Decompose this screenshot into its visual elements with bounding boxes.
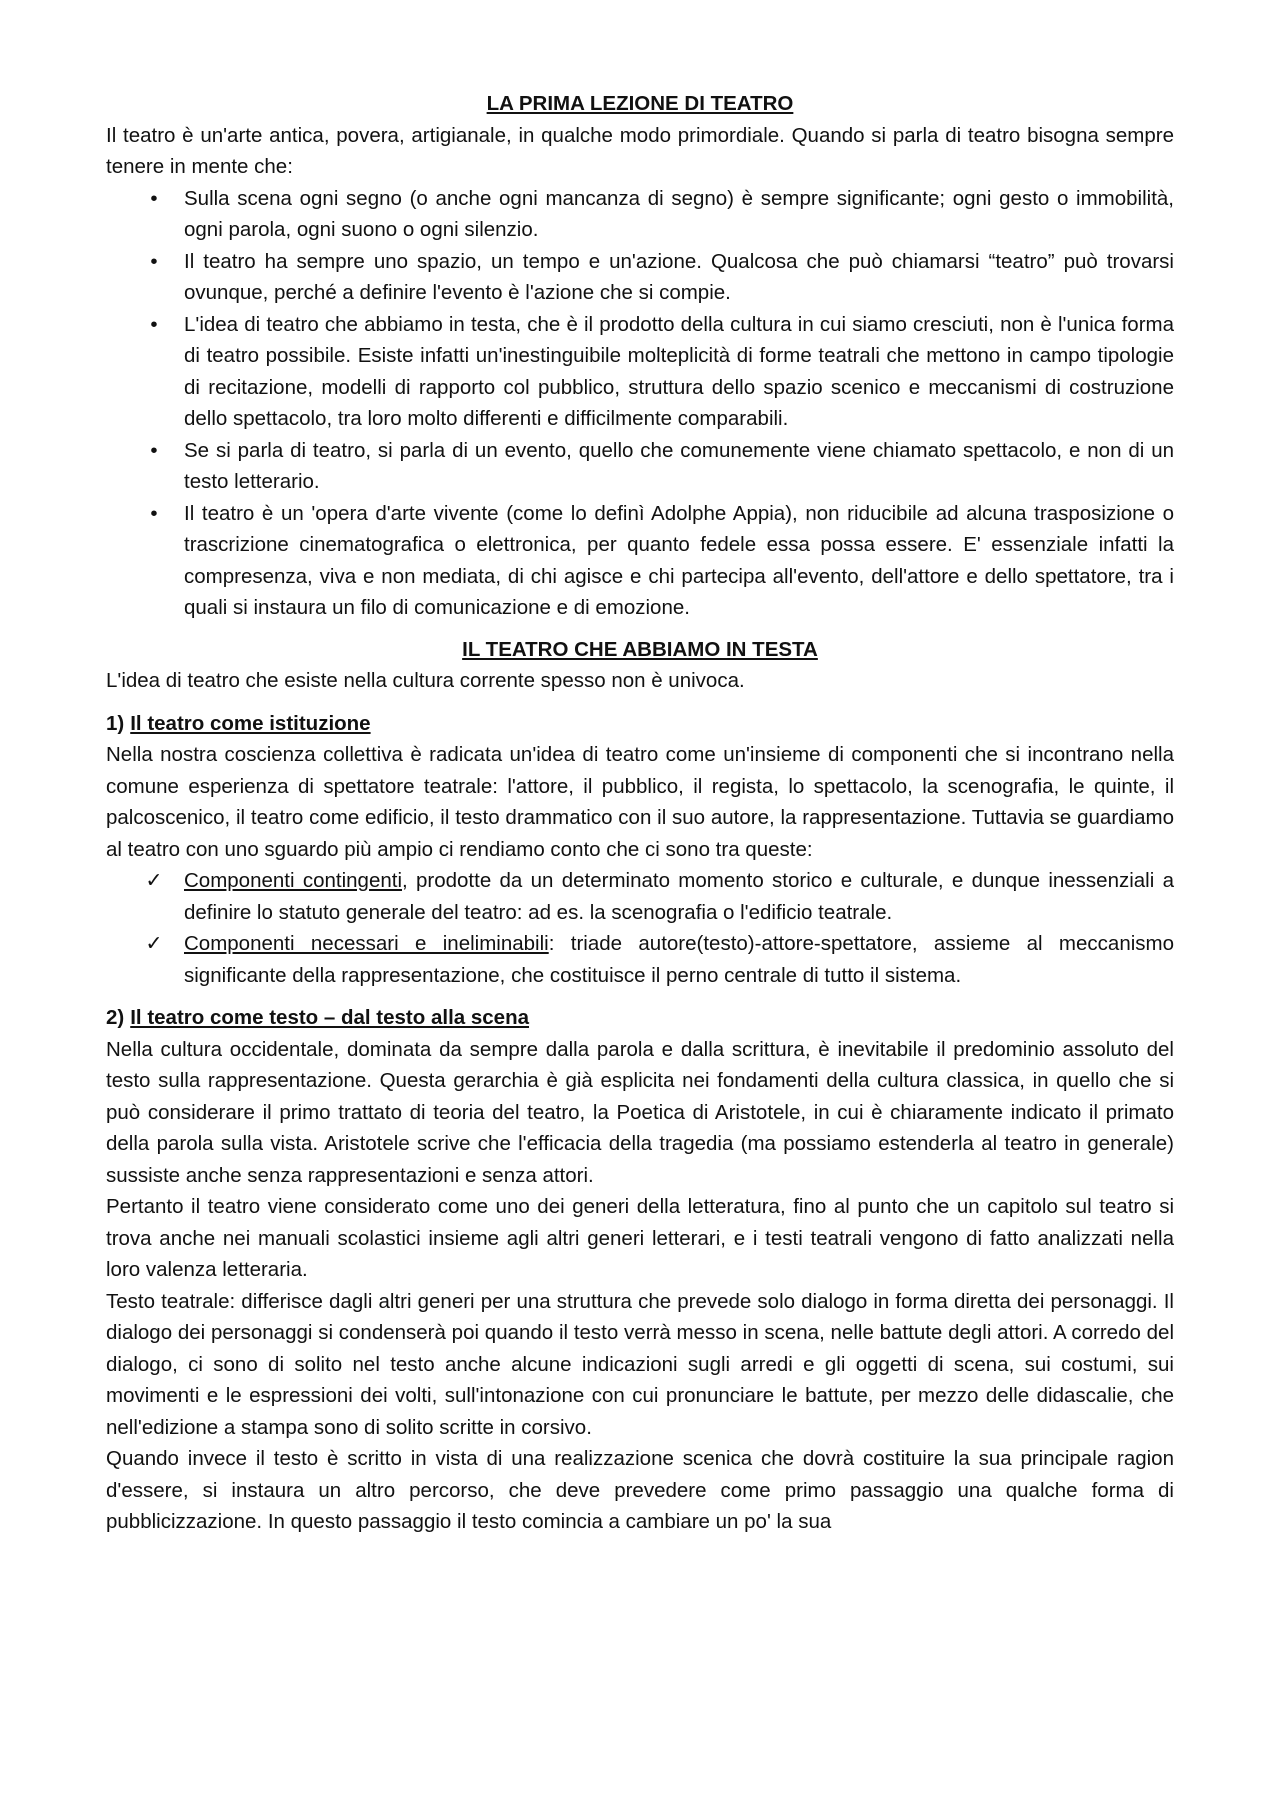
- list-item: • Il teatro ha sempre uno spazio, un tempo e un'azione. Qualcosa che può chiamarsi “teatro” può trovarsi ovunque, perché a definire l'evento è l'azione che si compie.: [106, 246, 1174, 309]
- list-item: ✓ Componenti necessari e ineliminabili: triade autore(testo)-attore-spettatore, assieme al meccanismo significante della rappresentazione, che costituisce il perno centrale di tutto il sistema.: [106, 928, 1174, 991]
- list-item: ✓ Componenti contingenti, prodotte da un determinato momento storico e culturale, e dunque inessenziali a definire lo statuto generale del teatro: ad es. la scenografia o l'edificio teatrale.: [106, 865, 1174, 928]
- paragraph: L'idea di teatro che esiste nella cultura corrente spesso non è univoca.: [106, 669, 745, 692]
- bullet-list-principles: [106, 183, 1174, 624]
- paragraph: Nella nostra coscienza collettiva è radicata un'idea di teatro come un'insieme di componenti che si incontrano nella comune esperienza di spettatore teatrale: l'attore, il pubblico, il regista, lo spettacolo, la scenografia, le quinte, il palcoscenico, il teatro come edificio, il testo drammatico con il suo autore, la rappresentazione. Tuttavia se guardiamo al teatro con uno sguardo più ampio ci rendiamo conto che ci sono tra queste:: [106, 743, 1174, 861]
- section-title-teatro-in-testa: IL TEATRO CHE ABBIAMO IN TESTA: [462, 637, 818, 661]
- list-item: • Il teatro è un 'opera d'arte vivente (come lo definì Adolphe Appia), non riducibile ad alcuna trasposizione o trascrizione cinematografica o elettronica, per quanto fedele essa possa essere. E' essenziale infatti la compresenza, viva e non mediata, di chi agisce e chi partecipa all'evento, dell'attore e dello spettatore, tra i quali si instaura un filo di comunicazione e di emozione.: [106, 498, 1174, 624]
- paragraph: Testo teatrale: differisce dagli altri generi per una struttura che prevede solo dialogo in forma diretta dei personaggi. Il dialogo dei personaggi si condenserà poi quando il testo verrà messo in scena, nelle battute degli attori. A corredo del dialogo, ci sono di solito nel testo anche alcune indicazioni sugli arredi e gli oggetti di scena, sui costumi, sui movimenti e le espressioni dei volti, sull'intonazione con cui pronunciare le battute, per mezzo delle didascalie, che nell'edizione a stampa sono di solito scritte in corsivo.: [106, 1289, 1174, 1439]
- intro-paragraph: Il teatro è un'arte antica, povera, artigianale, in qualche modo primordiale. Quando si parla di teatro bisogna sempre tenere in mente che:: [106, 123, 1174, 178]
- checkmark-icon: ✓: [145, 932, 163, 955]
- bullet-icon: •: [150, 249, 158, 273]
- bullet-icon: •: [150, 438, 158, 462]
- list-item: • L'idea di teatro che abbiamo in testa, che è il prodotto della cultura in cui siamo cresciuti, non è l'unica forma di teatro possibile. Esiste infatti un'inestinguibile molteplicità di forme teatrali che mettono in campo tipologie di recitazione, modelli di rapporto col pubblico, struttura dello spazio scenico e meccanismi di costruzione dello spettacolo, tra loro molto differenti e difficilmente comparabili.: [106, 309, 1174, 435]
- paragraph: Nella cultura occidentale, dominata da sempre dalla parola e dalla scrittura, è inevitabile il predominio assoluto del testo sulla rappresentazione. Questa gerarchia è già esplicita nei fondamenti della cultura classica, in quello che si può considerare il primo trattato di teoria del teatro, la Poetica di Aristotele, in cui è chiaramente indicato il primato della parola sulla vista. Aristotele scrive che l'efficacia della tragedia (ma possiamo estenderla al teatro in generale) sussiste anche senza rappresentazioni e senza attori.: [106, 1037, 1174, 1187]
- paragraph: Quando invece il testo è scritto in vista di una realizzazione scenica che dovrà costituire la sua principale ragion d'essere, si instaura un altro percorso, che deve prevedere come primo passaggio una qualche forma di pubblicizzazione. In questo passaggio il testo comincia a cambiare un po' la sua: [106, 1447, 1174, 1533]
- bullet-icon: •: [150, 312, 158, 336]
- list-item: • Se si parla di teatro, si parla di un evento, quello che comunemente viene chiamato spettacolo, e non di un testo letterario.: [106, 435, 1174, 498]
- subheading-istituzione: 1) Il teatro come istituzione: [106, 711, 371, 735]
- section-title-prima-lezione: LA PRIMA LEZIONE DI TEATRO: [486, 92, 794, 115]
- list-item: • Sulla scena ogni segno (o anche ogni mancanza di segno) è sempre significante; ogni gesto o immobilità, ogni parola, ogni suono o ogni silenzio.: [106, 183, 1174, 246]
- check-list-components: [106, 865, 1174, 991]
- paragraph: Pertanto il teatro viene considerato come uno dei generi della letteratura, fino al punto che un capitolo sul teatro si trova anche nei manuali scolastici insieme agli altri generi letterari, e i testi teatrali vengono di fatto analizzati nella loro valenza letteraria.: [106, 1195, 1174, 1281]
- checkmark-icon: ✓: [145, 869, 163, 892]
- bullet-icon: •: [150, 186, 158, 210]
- bullet-icon: •: [150, 501, 158, 525]
- subheading-testo: 2) Il teatro come testo – dal testo alla scena: [106, 1006, 529, 1029]
